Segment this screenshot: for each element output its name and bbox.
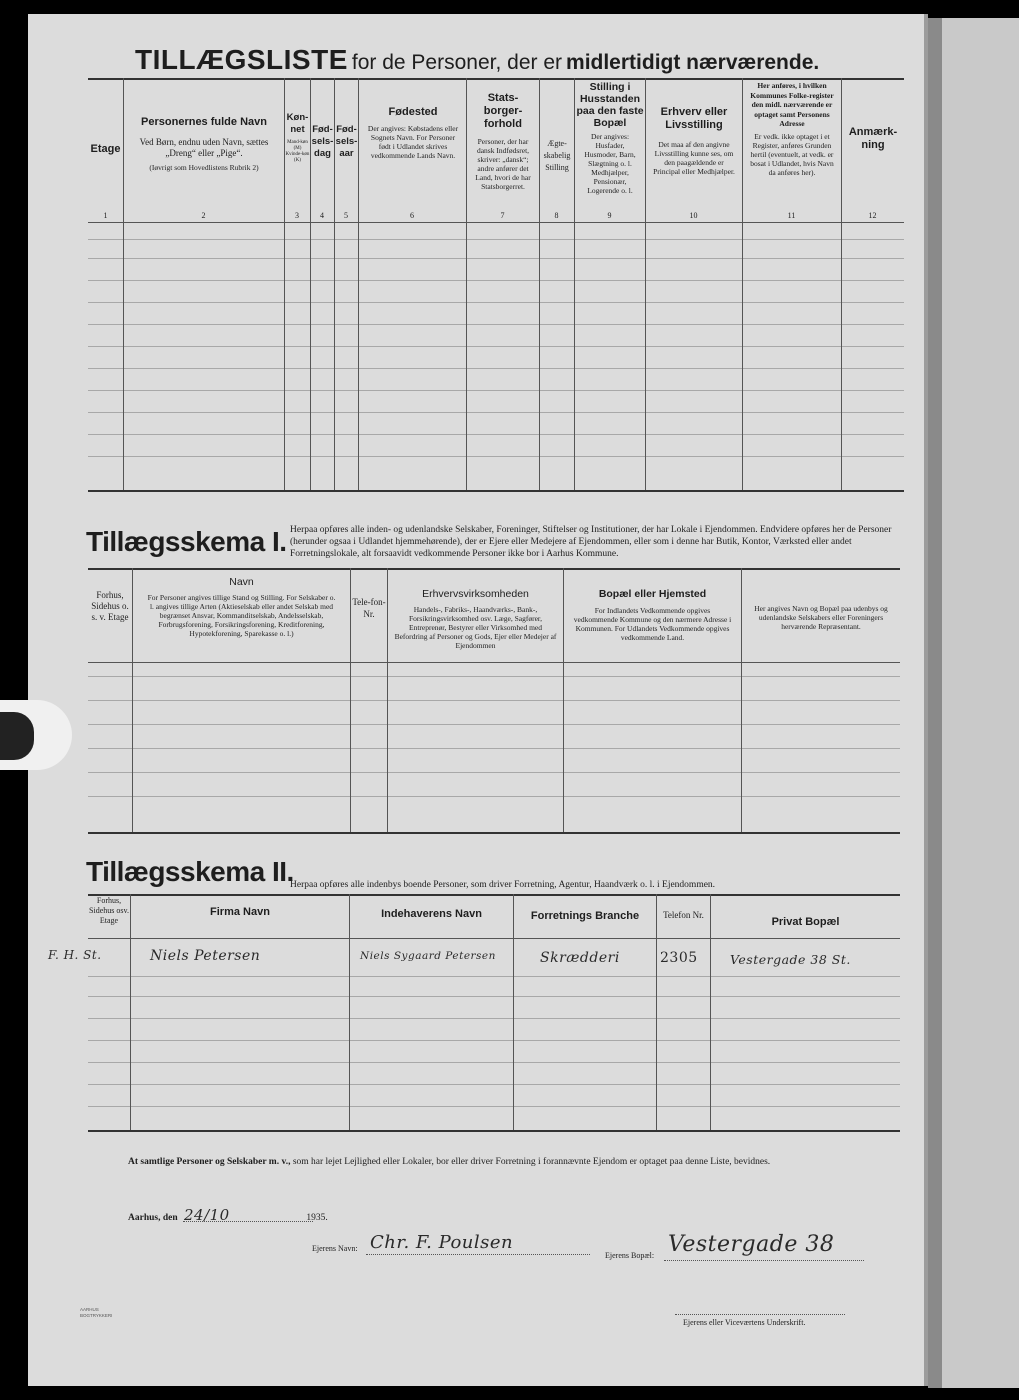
- col-statsborger-header: Stats-borger-forhold Personer, der har dansk Indfødsret, skriver: „dansk“; andre anfører det Land, hvori de har Statsborgerret.: [475, 92, 531, 191]
- owner-name-label: Ejerens Navn:: [312, 1244, 358, 1253]
- col-fodselsdag-header: Fød-sels-dag: [311, 124, 334, 159]
- col-fodselsaar-header: Fød-sels-aar: [335, 124, 358, 159]
- col-kon-header: Køn-net Mand-køn (M) Kvinde-køn (K): [285, 112, 310, 163]
- skema2-col-telefon: Telefon Nr.: [663, 910, 704, 920]
- skema2-col-branche: Forretnings Branche: [530, 910, 640, 922]
- printer-mark: AARHUS BOGTRYKKERI: [80, 1307, 113, 1318]
- skema1-col-erhverv: Erhvervsvirksomheden Handels-, Fabriks-, Haandværks-, Bank-, Forsikringsvirksomhed osv. Læge, Sagfører, Entreprenør, Bestyrer eller Virksomhed med Befordring af Personer og Gods, Ejer eller Medejer af Ejendommen: [394, 588, 557, 650]
- skema2-col-firma: Firma Navn: [210, 906, 270, 918]
- page-title: [135, 44, 819, 76]
- col-adresse-header: Her anføres, i hvilken Kommunes Folke-register den midl. nærværende er optaget samt Personens Adresse Er vedk. ikke optaget i et Register, anføres Grunden hertil (eventuelt, at vedk. er bosat i Udlandet, hvis Navn da anføres her).: [750, 81, 834, 177]
- skema2-col-indehaver: Indehaverens Navn: [381, 908, 482, 920]
- skema1-title: Tillægsskema I.: [86, 526, 287, 557]
- skema1-col-telefon: Tele-fon-Nr.: [352, 597, 386, 619]
- skema2-col-bopael: Privat Bopæl: [771, 916, 840, 928]
- skema1-col-navn: Navn For Personer angives tillige Stand og Stilling. For Selskaber o. l. angives tillige Arten (Aktieselskab eller andet Selskab med begrænset Ansvar, Kommanditselskab, Andelsselskab, Forbrugsforening, Forsikringsforening, Kreditforening, Hypotekforening, Sparekasse o. l.): [147, 576, 336, 638]
- row-firma-hand: Niels Petersen: [150, 948, 261, 964]
- skema1-col-bopael: Bopæl eller Hjemsted For Indlandets Vedkommende opgives vedkommende Kommune og den nærmere Adresse i Kommunen. For Udlandets Vedkommende opgives vedkommende Land.: [573, 588, 732, 642]
- title-end: midlertidigt nærværende.: [566, 51, 820, 74]
- skema1-col-repraesentant: Her angives Navn og Bopæl paa udenbys og udenlandske Selskabers eller Foreningers herværende Repræsentant.: [754, 604, 888, 631]
- owner-addr-label: Ejerens Bopæl:: [605, 1251, 655, 1260]
- row-indehaver-hand: Niels Sygaard Petersen: [360, 950, 496, 962]
- row-telefon-hand: 2305: [660, 950, 698, 966]
- col-etage-header: Etage: [90, 143, 121, 155]
- skema2-col-etage: Forhus, Sidehus osv. Etage: [89, 896, 129, 925]
- adjacent-page: [928, 18, 1019, 1388]
- row-etage-hand: F. H. St.: [48, 948, 102, 962]
- signature-label: Ejerens eller Viceværtens Underskrift.: [683, 1318, 806, 1327]
- owner-addr-hand: Vestergade 38: [668, 1232, 835, 1257]
- title-bold: TILLÆGSLISTE: [135, 44, 348, 75]
- owner-name-hand: Chr. F. Poulsen: [370, 1232, 514, 1253]
- row-bopael-hand: Vestergade 38 St.: [730, 952, 851, 967]
- col-fodested-header: Fødested Der angives: Købstadens eller Sognets Navn. For Personer født i Udlandet skrives vedkommende Lands Navn.: [367, 106, 459, 160]
- col-name-header: Personernes fulde Navn Ved Børn, endnu uden Navn, sættes „Dreng“ eller „Pige“. (Iøvrigt som Hovedlistens Rubrik 2): [139, 116, 269, 172]
- col-aegteskab-header: Ægte-skabelig Stilling: [543, 139, 571, 172]
- row-branche-hand: Skrædderi: [540, 950, 620, 966]
- footer-statement: At samtlige Personer og Selskaber m. v., som har lejet Lejlighed eller Lokaler, bor eller driver Forretning i forannævnte Ejendom er optaget paa denne Liste, bevidnes.: [128, 1157, 771, 1167]
- title-mid: for de Personer, der er: [351, 51, 563, 74]
- col-anmaerkning-header: Anmærk-ning: [848, 126, 898, 151]
- date-hand: 24/10: [184, 1206, 230, 1224]
- skema2-intro: Herpaa opføres alle indenbys boende Personer, som driver Forretning, Agentur, Haandværk o. l. i Ejendommen.: [290, 880, 716, 890]
- skema1-col-etage: Forhus, Sidehus o. s. v. Etage: [91, 590, 129, 622]
- col-erhverv-header: Erhverv eller Livsstilling Det maa af den angivne Livsstilling kunne ses, om den paagældende er Principal eller Medhjælper.: [653, 106, 735, 176]
- col-stilling-header: Stilling i Husstanden paa den faste Bopæl Der angives: Husfader, Husmoder, Barn, Slægtning o. l. Medhjælper, Pensionær, Logerende o. l.: [576, 81, 644, 195]
- footer-date-line: Aarhus, den 24/10 1935.: [128, 1206, 328, 1224]
- skema2-title: Tillægsskema II.: [86, 856, 294, 887]
- skema1-intro: Herpaa opføres alle inden- og udenlandske Selskaber, Foreninger, Stiftelser og Institutioner, der har Lokale i Ejendommen. Endvidere opføres her de Personer (herunder ogsaa i Udlandet hjemmehørende), der er Ejere eller Medejere af Ejendommen, eller som i denne har Butik, Kontor, Værksted eller andet Forretningslokale, alt forsaavidt vedkommende Personer ikke bor i Aarhus Kommune.: [290, 525, 892, 559]
